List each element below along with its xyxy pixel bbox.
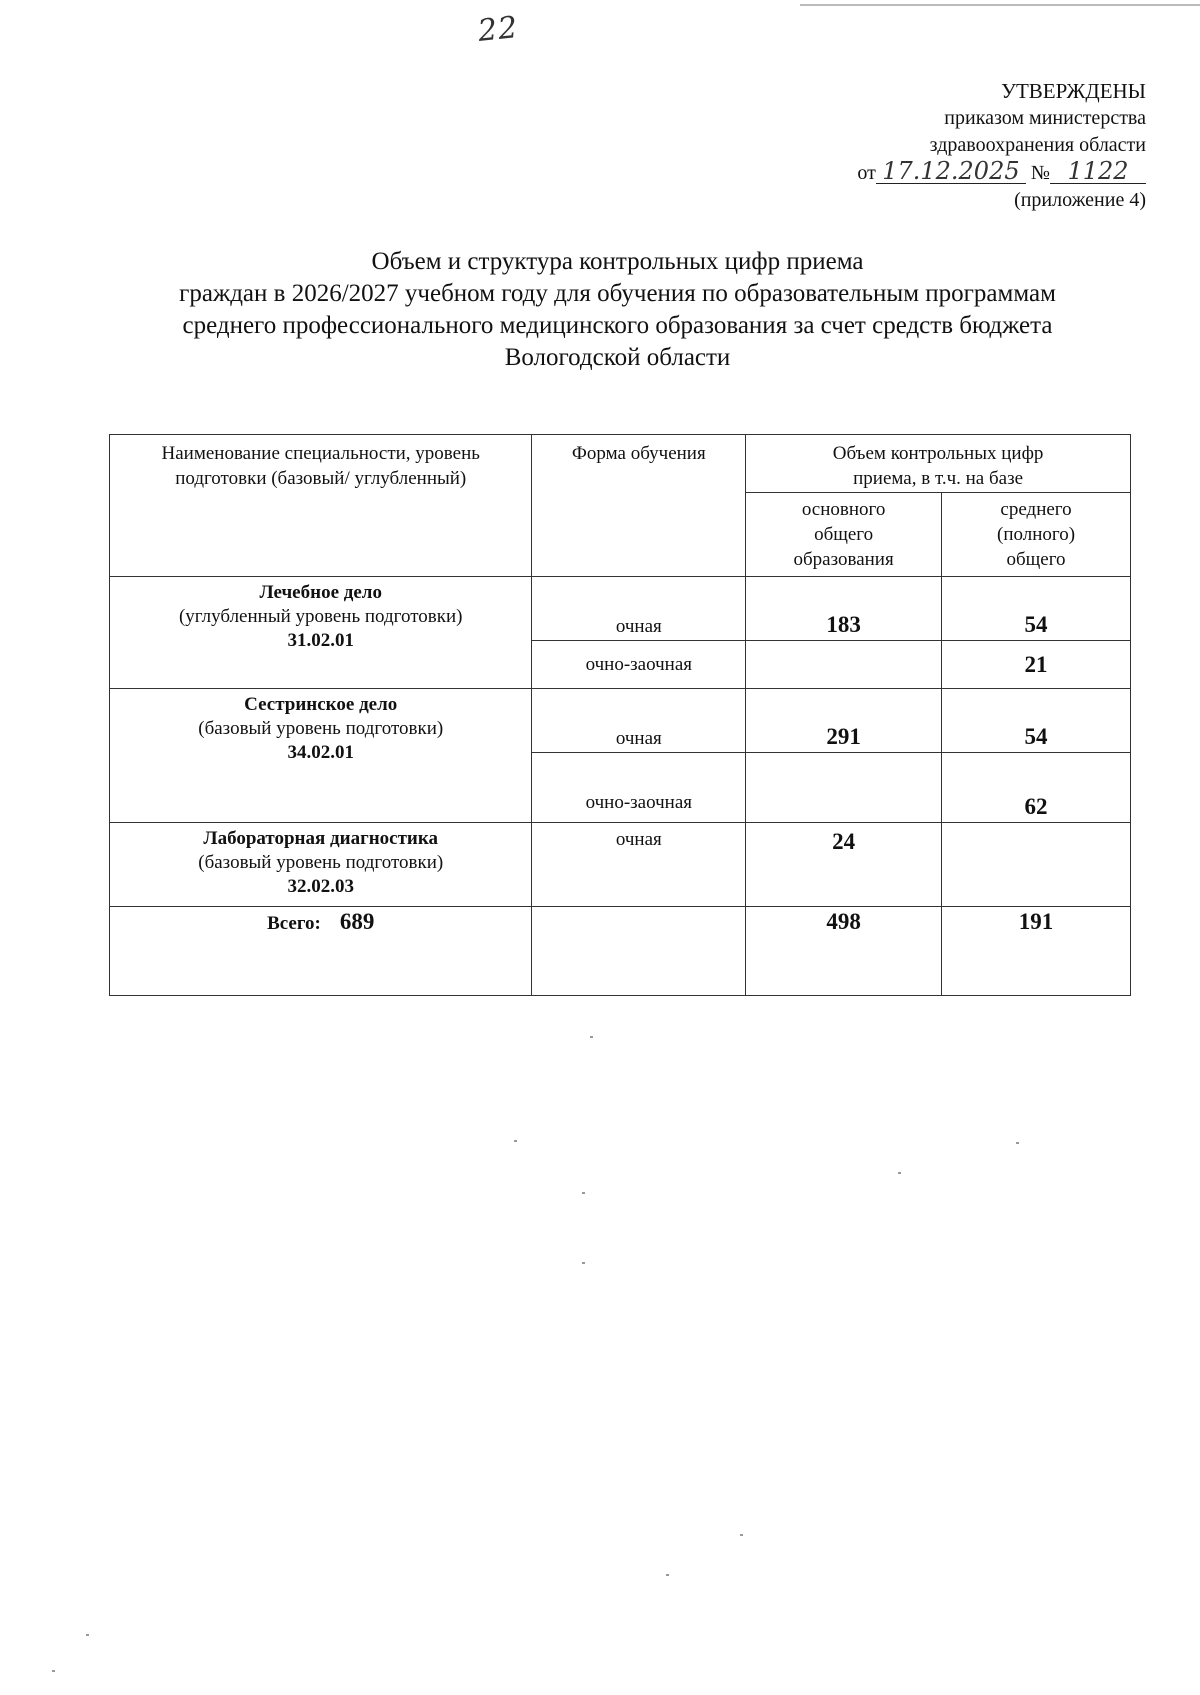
header-secondary-education: среднего (полного) общего — [942, 493, 1131, 577]
title-line-3: среднего профессионального медицинского образования за счет средств бюджета — [182, 312, 1053, 339]
total-secondary-value: 191 — [942, 907, 1131, 996]
form-cell: очная — [532, 577, 746, 641]
title-line-1: Объем и структура контрольных цифр приема — [371, 248, 864, 275]
scan-speck — [52, 1670, 55, 1672]
table-row — [110, 689, 1131, 753]
specialty-cell — [110, 577, 532, 689]
specialty-cell — [110, 689, 532, 823]
handwritten-page-number: 22 — [476, 9, 520, 50]
date-prefix: от — [857, 162, 876, 184]
scan-speck — [86, 1634, 89, 1636]
header-basic-education: основного общего образования — [746, 493, 942, 577]
specialty-code: 32.02.03 — [287, 876, 354, 897]
secondary-value-cell: 62 — [942, 753, 1131, 823]
total-label: Всего: — [267, 913, 321, 934]
secondary-value-cell: 54 — [942, 577, 1131, 641]
header-volume: Объем контрольных цифр приема, в т.ч. на базе — [746, 435, 1131, 493]
approval-line-2: здравоохранения области — [929, 134, 1146, 156]
form-cell: очная — [532, 689, 746, 753]
scan-speck — [582, 1262, 585, 1264]
header-form: Форма обучения — [532, 435, 746, 577]
appendix-note: (приложение 4) — [1014, 189, 1146, 211]
specialty-level: (углубленный уровень подготовки) — [178, 606, 463, 627]
approval-title: УТВЕРЖДЕНЫ — [1001, 79, 1146, 103]
approval-block — [857, 78, 1146, 214]
scan-speck — [1016, 1142, 1019, 1144]
title-line-4: Вологодской области — [504, 344, 731, 371]
specialty-code: 31.02.01 — [287, 630, 354, 651]
secondary-value-cell: 21 — [942, 641, 1131, 689]
specialty-cell — [110, 823, 532, 907]
specialty-name: Сестринское дело — [244, 694, 398, 715]
table-header-row — [110, 435, 1131, 493]
specialty-name: Лабораторная диагностика — [203, 828, 439, 849]
basic-value-cell: 183 — [746, 577, 942, 641]
scan-speck — [514, 1140, 517, 1142]
secondary-value-cell — [942, 823, 1131, 907]
table-row — [110, 577, 1131, 641]
form-cell: очная — [532, 823, 746, 907]
approval-line-1: приказом министерства — [944, 107, 1146, 129]
total-label-cell — [110, 907, 532, 996]
scan-speck — [590, 1036, 593, 1038]
approval-date-line — [857, 159, 1146, 187]
specialty-level: (базовый уровень подготовки) — [198, 718, 444, 739]
basic-value-cell: 24 — [746, 823, 942, 907]
header-specialty: Наименование специальности, уровень подготовки (базовый/ углубленный) — [110, 435, 532, 577]
basic-value-cell: 291 — [746, 689, 942, 753]
secondary-value-cell: 54 — [942, 689, 1131, 753]
admission-quota-table — [109, 434, 1131, 996]
handwritten-date: 17.12.2025 — [876, 159, 1026, 184]
total-form-cell — [532, 907, 746, 996]
handwritten-order-number: 1122 — [1050, 159, 1146, 184]
scan-speck — [898, 1172, 901, 1174]
scan-top-edge-line — [800, 4, 1200, 6]
title-line-2: граждан в 2026/2027 учебном году для обучения по образовательным программам — [179, 280, 1056, 307]
specialty-name: Лечебное дело — [259, 582, 382, 603]
total-value: 689 — [339, 909, 375, 934]
form-cell: очно-заочная — [532, 641, 746, 689]
table-row — [110, 823, 1131, 907]
basic-value-cell — [746, 641, 942, 689]
document-title — [100, 246, 1135, 374]
scan-speck — [582, 1192, 585, 1194]
scan-speck — [666, 1574, 669, 1576]
total-row — [110, 907, 1131, 996]
total-basic-value: 498 — [746, 907, 942, 996]
specialty-code: 34.02.01 — [287, 742, 354, 763]
specialty-level: (базовый уровень подготовки) — [198, 852, 444, 873]
form-cell: очно-заочная — [532, 753, 746, 823]
scan-speck — [740, 1534, 743, 1536]
number-prefix: № — [1030, 162, 1050, 184]
basic-value-cell — [746, 753, 942, 823]
